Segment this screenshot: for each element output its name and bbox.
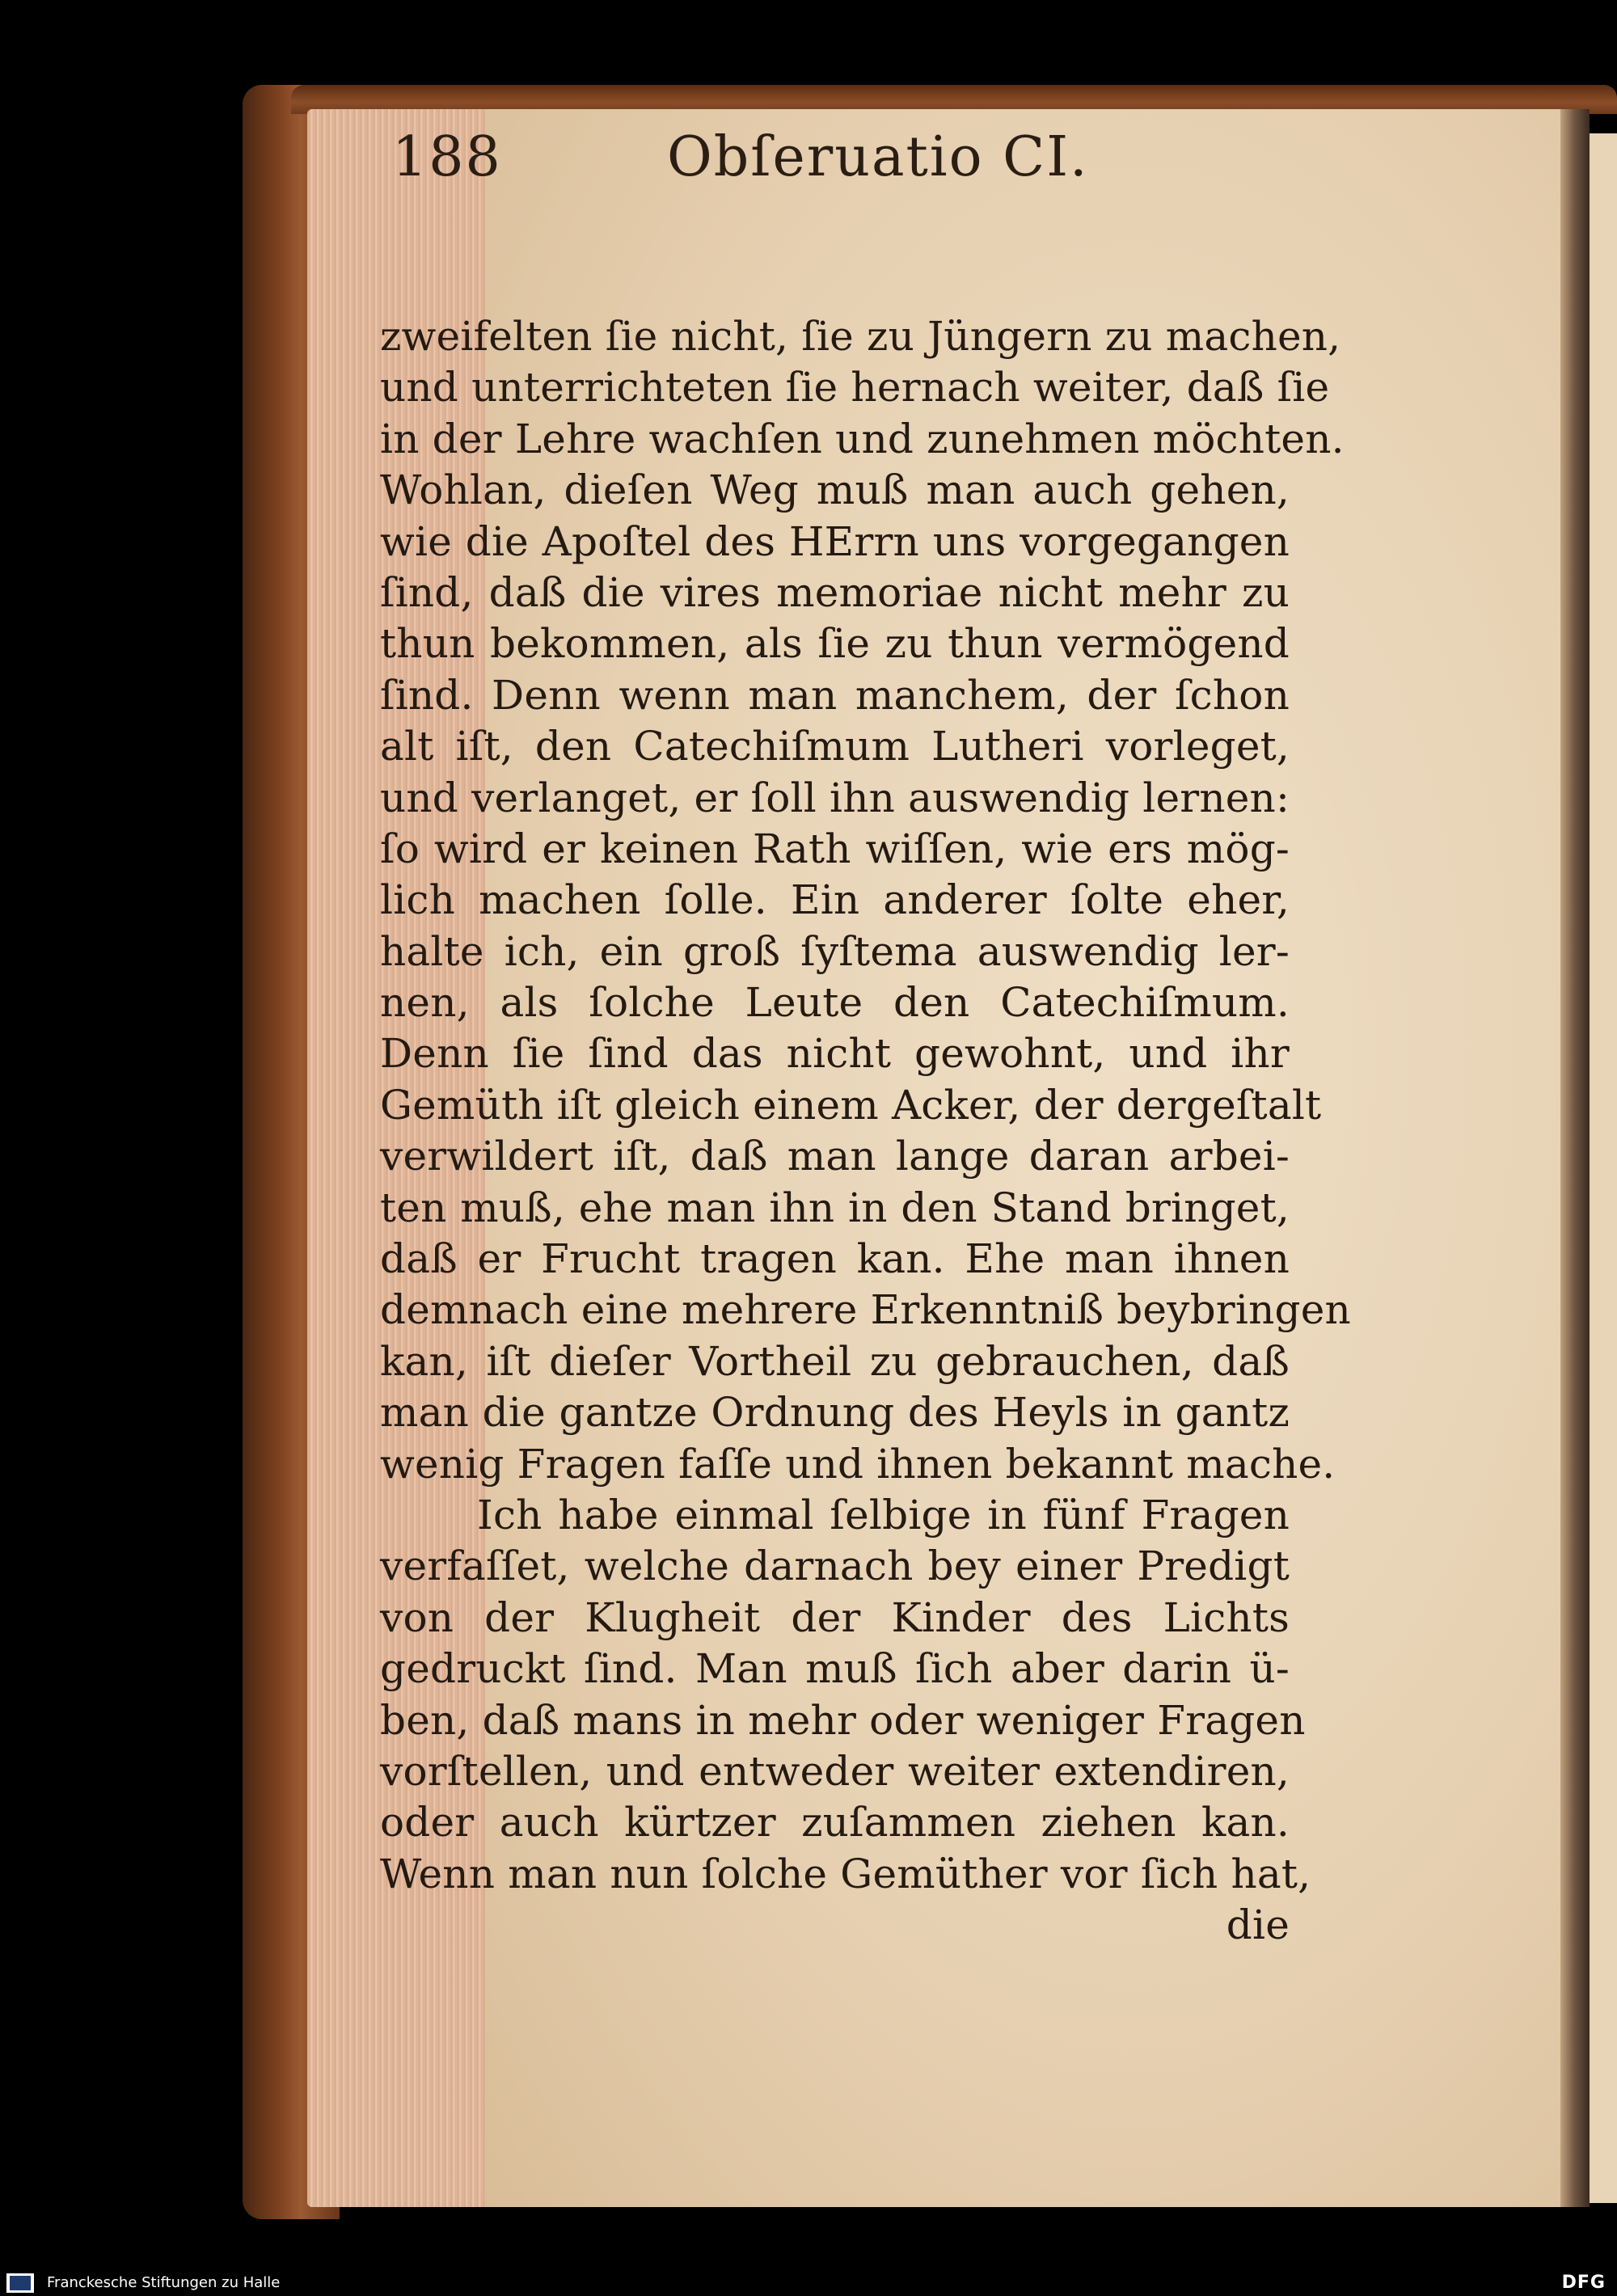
text-line: kan, iſt dieſer Vortheil zu gebrauchen, daß	[380, 1337, 1290, 1385]
dfg-logo: DFG	[1561, 2273, 1606, 2293]
text-line: ſind, daß die vires memoriae nicht mehr zu	[380, 568, 1290, 616]
text-line: von der Klugheit der Kinder des Lichts	[380, 1593, 1290, 1641]
footer-credit: Franckesche Stiftungen zu Halle	[47, 2274, 281, 2291]
text-line: thun bekommen, als ſie zu thun vermögend	[380, 620, 1290, 668]
text-line: Gemüth iſt gleich einem Acker, der dergeſtalt	[380, 1081, 1322, 1129]
text-line: verwildert iſt, daß man lange daran arbei-	[380, 1133, 1290, 1180]
page-number: 188	[392, 125, 502, 189]
text-line: halte ich, ein groß ſyſtema auswendig ler-	[380, 927, 1290, 975]
catchword: die	[1226, 1901, 1290, 1949]
text-line: nen, als ſolche Leute den Catechiſmum.	[380, 979, 1290, 1027]
running-title: Obſeruatio CI.	[667, 125, 1089, 189]
text-line: lich machen ſolle. Ein anderer ſolte eher,	[380, 876, 1290, 924]
text-line: ſind. Denn wenn man manchem, der ſchon	[380, 671, 1290, 719]
body-text	[380, 311, 1351, 1952]
institution-logo-mark	[10, 2276, 31, 2290]
text-line: man die gantze Ordnung des Heyls in gantz	[380, 1389, 1290, 1437]
text-line: ten muß, ehe man ihn in den Stand bringet,	[380, 1184, 1290, 1231]
text-line: alt iſt, den Catechiſmum Lutheri vorleget,	[380, 723, 1290, 770]
text-line: und verlanget, er ſoll ihn auswendig lernen:	[380, 774, 1290, 821]
facing-page-edge	[1590, 133, 1617, 2203]
text-line: ſo wird er keinen Rath wiſſen, wie ers mög-	[380, 825, 1290, 872]
text-line: demnach eine mehrere Erkenntniß beybringen	[380, 1286, 1351, 1334]
text-line: daß er Frucht tragen kan. Ehe man ihnen	[380, 1235, 1290, 1283]
text-line: wenig Fragen faſſe und ihnen bekannt mache.	[380, 1440, 1336, 1488]
text-line: Wenn man nun ſolche Gemüther vor ſich hat,	[380, 1850, 1311, 1897]
text-line: ben, daß mans in mehr oder weniger Fragen	[380, 1696, 1306, 1744]
text-line: Denn ſie ſind das nicht gewohnt, und ihr	[380, 1030, 1290, 1078]
text-line: gedruckt ſind. Man muß ſich aber darin ü-	[380, 1645, 1290, 1693]
text-line: zweifelten ſie nicht, ſie zu Jüngern zu machen,	[380, 313, 1341, 360]
page-gutter	[1560, 109, 1590, 2207]
text-line: Wohlan, dieſen Weg muß man auch gehen,	[380, 466, 1290, 514]
text-line: vorſtellen, und entweder weiter extendiren,	[380, 1747, 1290, 1795]
text-line: in der Lehre wachſen und zunehmen möchten.	[380, 415, 1345, 462]
text-line: oder auch kürtzer zuſammen ziehen kan.	[380, 1799, 1290, 1847]
page-header	[392, 125, 1281, 222]
text-line: wie die Apoſtel des HErrn uns vorgegangen	[380, 517, 1290, 565]
text-line: und unterrichteten ſie hernach weiter, daß ſie	[380, 364, 1330, 412]
text-line: Ich habe einmal ſelbige in fünf Fragen	[477, 1491, 1290, 1538]
text-line: verfaſſet, welche darnach bey einer Predigt	[380, 1543, 1290, 1590]
